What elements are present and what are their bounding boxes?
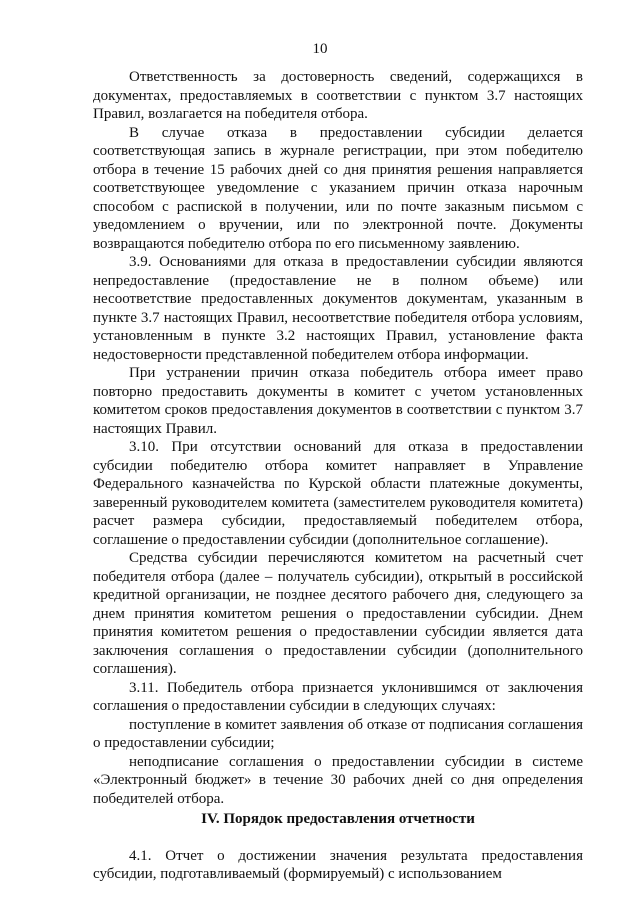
paragraph-refusal-notice: В случае отказа в предоставлении субсидии делается соответствующая запись в журнале регистрации, при этом победителю отбора в течение 15 рабочих дней со дня принятия решения направляется соответствующее уведомление с указанием причин отказа нарочным способом с распиской в получении, или по почте заказным письмом с уведомлением о вручении, или по электронной почте. Документы возвращаются победителю отбора по его письменному заявлению. [93,124,583,252]
section-heading: IV. Порядок предоставления отчетности [201,811,475,827]
paragraph-funds-transfer: Средства субсидии перечисляются комитетом на расчетный счет победителя отбора (далее – получатель субсидии), открытый в российской кредитной организации, не позднее десятого рабочего дня, следующего за днем принятия комитетом решения о предоставлении субсидии. Днем принятия комитетом решения о предоставлении субсидии является дата заключения соглашения о предоставлении субсидии (дополнительного соглашения). [93,550,583,677]
paragraph-evasion-case-1: поступление в комитет заявления об отказе от подписания соглашения о предоставлении субсидии; [93,716,583,751]
paragraph-3-11-evasion: 3.11. Победитель отбора признается уклонившимся от заключения соглашения о предоставлении субсидии в следующих случаях: [93,679,583,714]
paragraph-evasion-case-2: неподписание соглашения о предоставлении субсидии в системе «Электронный бюджет» в течение 30 рабочих дней со дня определения победителей отбора. [93,753,583,807]
paragraph-3-9-refusal-grounds: 3.9. Основаниями для отказа в предоставлении субсидии являются непредоставление (предоставление не в полном объеме) или несоответствие предоставленных документов документам, указанным в пункте 3.7 настоящих Правил, несоответствие победителя отбора условиям, установленным в пункте 3.2 настоящих Правил, установление факта недостоверности представленной победителем отбора информации. [93,254,583,363]
document-body [93,68,583,884]
paragraph-4-1-report: 4.1. Отчет о достижении значения результата предоставления субсидии, подготавливаемый (формируемый) с использованием [93,847,583,882]
paragraph-3-10-payment-documents: 3.10. При отсутствии оснований для отказа в предоставлении субсидии победителю отбора комитет направляет в Управление Федерального казначейства по Курской области платежные документы, заверенный руководителем комитета (заместителем руководителя комитета) расчет размера субсидии, предоставляемый победителем отбора, соглашение о предоставлении субсидии (дополнительное соглашение). [93,439,583,548]
paragraph-responsibility: Ответственность за достоверность сведений, содержащихся в документах, предоставляемых в соответствии с пунктом 3.7 настоящих Правил, возлагается на победителя отбора. [93,69,583,122]
paragraph-resubmission: При устранении причин отказа победитель отбора имеет право повторно предоставить документы в комитет с учетом установленных комитетом сроков предоставления документов в соответствии с пунктом 3.7 настоящих Правил. [93,365,583,437]
page-number: 10 [312,41,328,57]
